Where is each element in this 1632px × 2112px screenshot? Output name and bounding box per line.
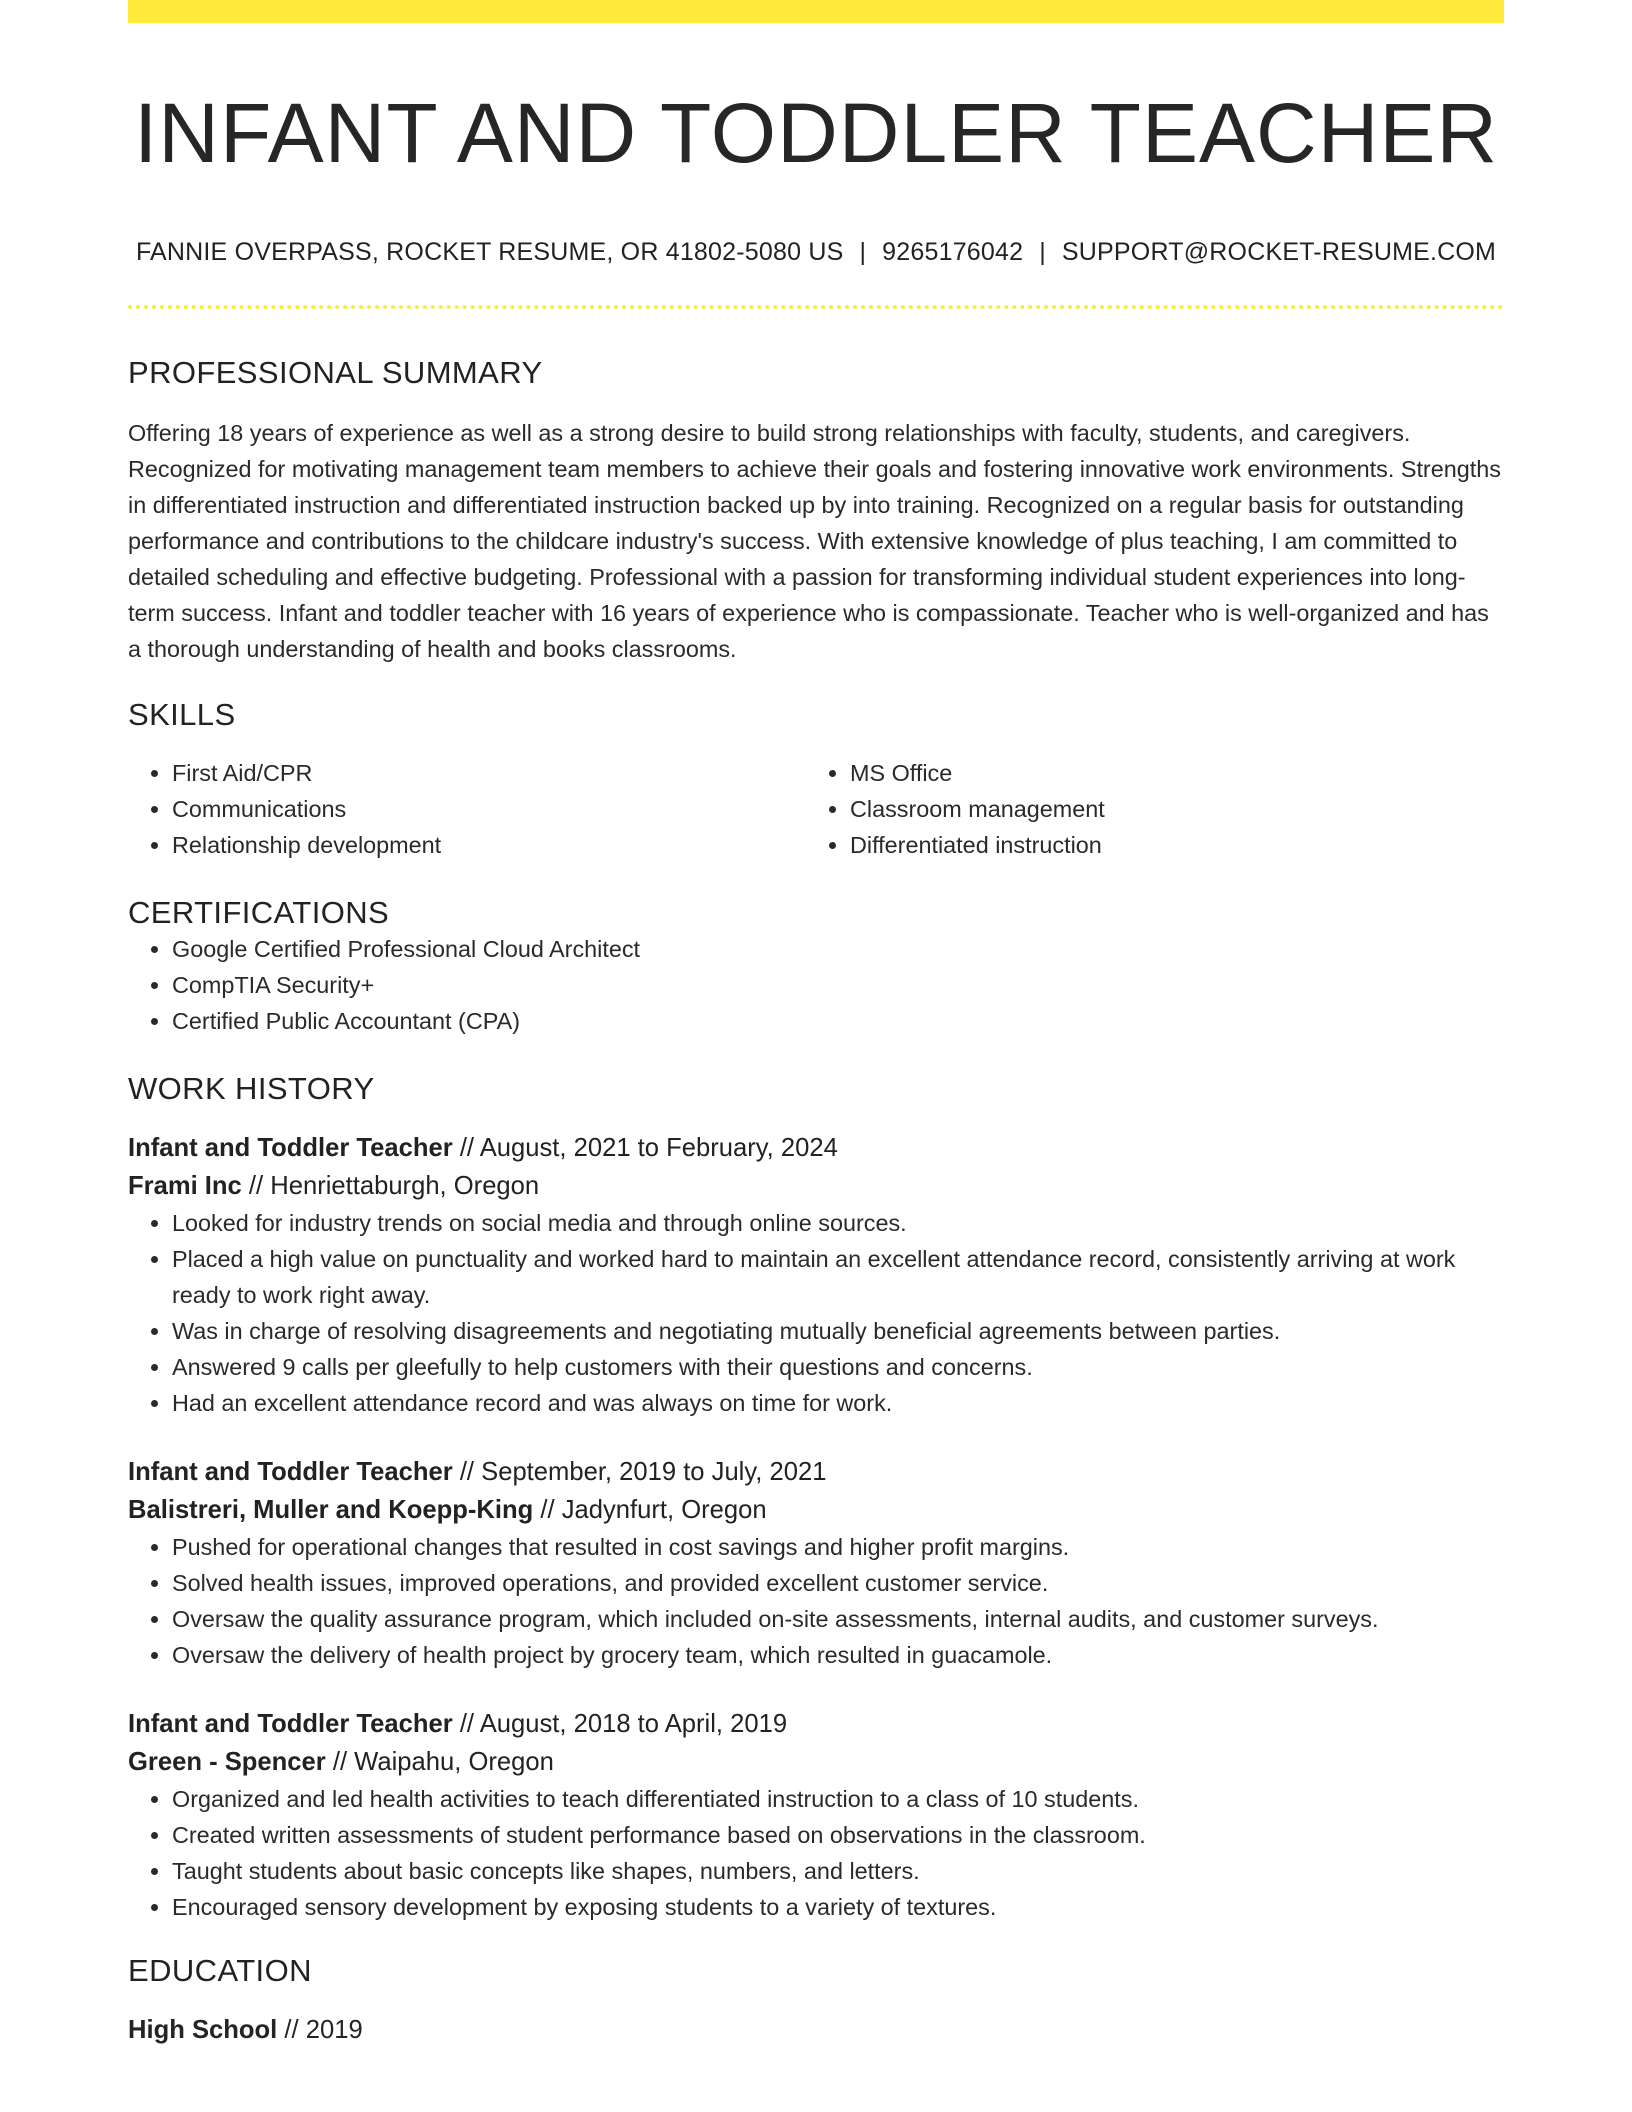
job-location: // Henriettaburgh, Oregon (241, 1171, 540, 1200)
work-history-heading: WORK HISTORY (128, 1070, 375, 1106)
duty-item: • Placed a high value on punctuality and worked hard to maintain an excellent attendance record, consistently arriving at work ready to work right away. (172, 1241, 1504, 1313)
job-duties (128, 1781, 1504, 1925)
job-title: Infant and Toddler Teacher (128, 1709, 453, 1738)
contact-separator: | (859, 237, 867, 266)
contact-email[interactable]: SUPPORT@ROCKET-RESUME.COM (1061, 237, 1497, 266)
job-duties (128, 1529, 1504, 1673)
education-year: // 2019 (277, 2015, 363, 2044)
skills-column-left (128, 755, 806, 863)
duty-item: • Oversaw the delivery of health project by grocery team, which resulted in guacamole. (172, 1637, 1504, 1673)
contact-phone: 9265176042 (882, 237, 1024, 266)
skill-item: • Classroom management (850, 791, 1484, 827)
job-title-line (128, 1129, 1504, 1167)
job-title-line (128, 1453, 1504, 1491)
job-dates: // August, 2018 to April, 2019 (452, 1709, 788, 1738)
certifications-heading: CERTIFICATIONS (128, 894, 390, 930)
skill-item: • Differentiated instruction (850, 827, 1484, 863)
duty-item: • Taught students about basic concepts like shapes, numbers, and letters. (172, 1853, 1504, 1889)
contact-separator: | (1039, 237, 1046, 266)
job-title: Infant and Toddler Teacher (128, 1133, 453, 1162)
duty-item: • Encouraged sensory development by exposing students to a variety of textures. (172, 1889, 1504, 1925)
job-location: // Waipahu, Oregon (325, 1747, 554, 1776)
duty-item: • Answered 9 calls per gleefully to help customers with their questions and concerns. (172, 1349, 1504, 1385)
skill-item: • First Aid/CPR (172, 755, 806, 791)
job-entry (128, 1705, 1504, 1925)
job-duties (128, 1205, 1504, 1421)
job-company: Green - Spencer (128, 1747, 326, 1776)
job-dates: // August, 2021 to February, 2024 (452, 1133, 838, 1162)
skill-item: • Relationship development (172, 827, 806, 863)
certification-item: • Certified Public Accountant (CPA) (172, 1003, 1504, 1039)
job-company: Balistreri, Muller and Koepp-King (128, 1495, 534, 1524)
duty-item: • Pushed for operational changes that resulted in cost savings and higher profit margins. (172, 1529, 1504, 1565)
skills-grid (128, 755, 1504, 863)
job-entry (128, 1129, 1504, 1421)
duty-item: • Was in charge of resolving disagreements and negotiating mutually beneficial agreements between parties. (172, 1313, 1504, 1349)
skill-item: • MS Office (850, 755, 1484, 791)
job-title-line (128, 1705, 1504, 1743)
contact-address: FANNIE OVERPASS, ROCKET RESUME, OR 41802-5080 US (135, 237, 844, 266)
job-entry (128, 1453, 1504, 1673)
duty-item: • Had an excellent attendance record and was always on time for work. (172, 1385, 1504, 1421)
job-title: Infant and Toddler Teacher (128, 1457, 453, 1486)
job-company-line (128, 1167, 1504, 1205)
duty-item: • Organized and led health activities to teach differentiated instruction to a class of 10 students. (172, 1781, 1504, 1817)
job-location: // Jadynfurt, Oregon (533, 1495, 767, 1524)
dotted-divider (128, 305, 1504, 309)
accent-bar (128, 0, 1504, 23)
duty-item: • Created written assessments of student performance based on observations in the classroom. (172, 1817, 1504, 1853)
certification-item: • CompTIA Security+ (172, 967, 1504, 1003)
duty-item: • Oversaw the quality assurance program, which included on-site assessments, internal audits, and customer surveys. (172, 1601, 1504, 1637)
education-entry (128, 2011, 1504, 2049)
resume-title: INFANT AND TODDLER TEACHER (133, 86, 1499, 180)
job-company-line (128, 1491, 1504, 1529)
education-degree: High School (128, 2015, 278, 2044)
resume-page (128, 0, 1504, 2049)
job-company: Frami Inc (128, 1171, 242, 1200)
duty-item: • Looked for industry trends on social media and through online sources. (172, 1205, 1504, 1241)
skill-item: • Communications (172, 791, 806, 827)
contact-line (128, 238, 1504, 267)
education-heading: EDUCATION (128, 1952, 312, 1988)
certification-item: • Google Certified Professional Cloud Architect (172, 931, 1504, 967)
certifications-list (128, 931, 1504, 1039)
job-dates: // September, 2019 to July, 2021 (452, 1457, 827, 1486)
skills-heading: SKILLS (128, 696, 236, 732)
summary-text: Offering 18 years of experience as well as a strong desire to build strong relationships with faculty, students, and caregivers. Recognized for motivating management team members to achieve their goals and fostering innovative work environments. Strengths in differentiated instruction and differentiated instruction backed up by into training. Recognized on a regular basis for outstanding performance and contributions to the childcare industry's success. With extensive knowledge of plus teaching, I am committed to detailed scheduling and effective budgeting. Professional with a passion for transforming individual student experiences into long-term success. Infant and toddler teacher with 16 years of experience who is compassionate. Teacher who is well-organized and has a thorough understanding of health and books classrooms. (128, 419, 1501, 662)
job-company-line (128, 1743, 1504, 1781)
skills-column-right (806, 755, 1484, 863)
duty-item: • Solved health issues, improved operations, and provided excellent customer service. (172, 1565, 1504, 1601)
summary-heading: PROFESSIONAL SUMMARY (128, 354, 543, 390)
